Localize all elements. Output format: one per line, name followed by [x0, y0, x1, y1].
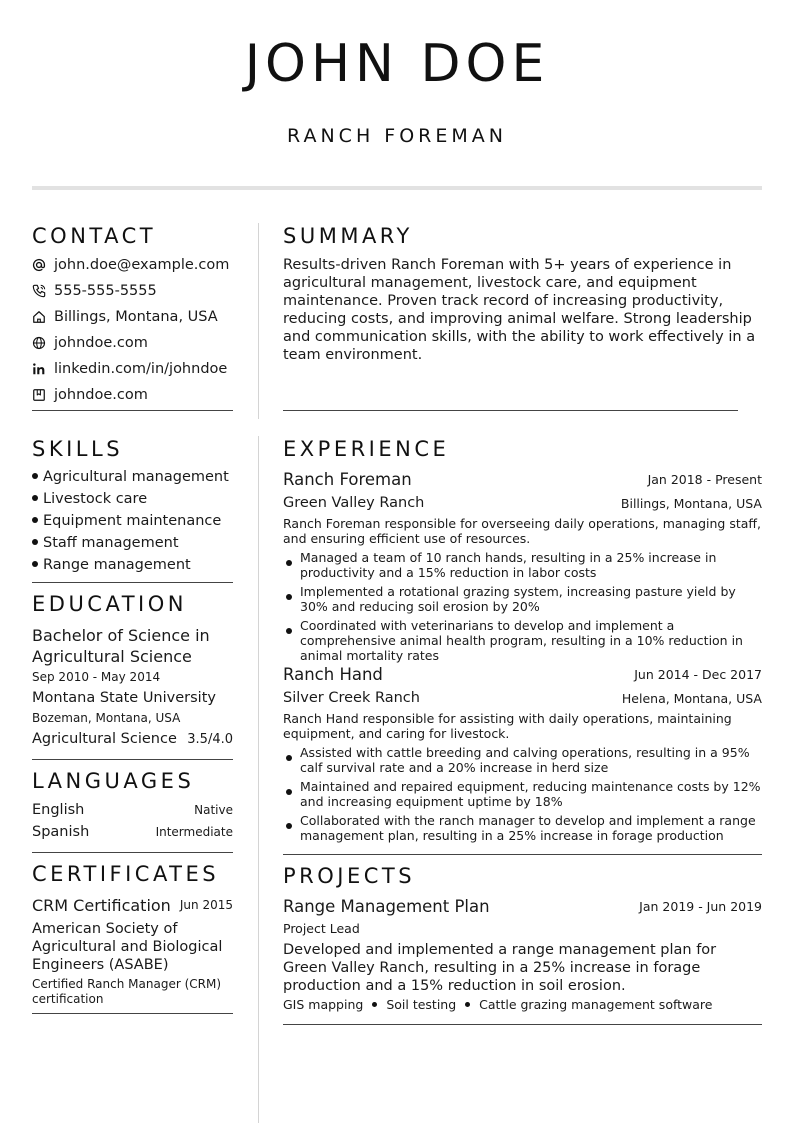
education-gpa: 3.5/4.0	[187, 732, 233, 747]
certificate-name: CRM Certification	[32, 896, 171, 915]
certificates-divider	[32, 1013, 233, 1014]
summary-text: Results-driven Ranch Foreman with 5+ years of experience in agricultural management, livestock care, and equipment maintenance. Proven track record of increasing productivity, reducing costs, and improving animal welfare. Strong leadership and communication skills, with the ability to work effectively in a team environment.	[283, 257, 756, 363]
bullet-icon	[32, 561, 38, 567]
language-name: Spanish	[32, 824, 90, 840]
job-title: Ranch Hand	[283, 665, 383, 684]
language-level: Native	[194, 803, 233, 817]
contact-heading: CONTACT	[32, 224, 157, 248]
language-name: English	[32, 802, 85, 818]
home-icon	[32, 310, 46, 324]
education-heading: EDUCATION	[32, 592, 187, 616]
job-bullet: Managed a team of 10 ranch hands, resulting in a 25% increase in productivity and a 15% reduction in labor costs	[300, 550, 717, 580]
bullet-icon	[286, 560, 292, 566]
bullet-icon	[286, 628, 292, 634]
contact-location-text: Billings, Montana, USA	[54, 309, 218, 325]
bullet-icon	[372, 1002, 377, 1007]
skill-item: Equipment maintenance	[32, 513, 221, 529]
contact-linkedin[interactable]	[32, 359, 227, 379]
certificate-date: Jun 2015	[179, 898, 233, 912]
linkedin-icon	[32, 362, 46, 376]
language-level: Intermediate	[155, 825, 233, 839]
job-description: Ranch Foreman responsible for overseeing daily operations, managing staff, and ensuring efficient use of resources.	[283, 516, 762, 546]
resume-name: JOHN DOE	[244, 34, 550, 94]
project-name: Range Management Plan	[283, 897, 490, 916]
project-tool: Soil testing	[386, 997, 457, 1012]
contact-portfolio[interactable]	[32, 385, 148, 405]
skill-item: Livestock care	[32, 491, 147, 507]
globe-icon	[32, 336, 46, 350]
skills-heading: SKILLS	[32, 437, 124, 461]
experience-heading: EXPERIENCE	[283, 437, 450, 461]
resume-title: RANCH FOREMAN	[287, 125, 507, 147]
bullet-icon	[286, 823, 292, 829]
job-location: Billings, Montana, USA	[620, 496, 762, 511]
bullet-icon	[32, 517, 38, 523]
skill-item: Range management	[32, 557, 191, 573]
job-title: Ranch Foreman	[283, 470, 412, 489]
certificates-heading: CERTIFICATES	[32, 862, 220, 886]
contact-website-text: johndoe.com	[54, 335, 148, 351]
education-dates: Sep 2010 - May 2014	[32, 670, 161, 684]
contact-phone-text: 555-555-5555	[54, 283, 157, 299]
bullet-icon	[465, 1002, 470, 1007]
job-bullet: Maintained and repaired equipment, reducing maintenance costs by 12% and increasing equipment uptime by 18%	[300, 779, 761, 809]
skill-item: Staff management	[32, 535, 179, 551]
contact-phone[interactable]	[32, 281, 157, 301]
job-description: Ranch Hand responsible for assisting with daily operations, maintaining equipment, and caring for livestock.	[283, 711, 732, 741]
project-tools	[283, 997, 713, 1012]
skills-divider	[32, 582, 233, 583]
education-location: Bozeman, Montana, USA	[32, 711, 181, 725]
project-description: Developed and implemented a range management plan for Green Valley Ranch, resulting in a 25% increase in forage production and a 15% reduction in soil erosion.	[283, 942, 717, 994]
education-field: Agricultural Science	[32, 731, 177, 747]
contact-location	[32, 307, 218, 327]
header-divider	[32, 186, 762, 190]
job-bullet: Implemented a rotational grazing system, increasing pasture yield by 30% and reducing soil erosion by 20%	[300, 584, 736, 614]
bullet-icon	[32, 473, 38, 479]
skill-item: Agricultural management	[32, 469, 229, 485]
languages-heading: LANGUAGES	[32, 769, 195, 793]
project-tool: Cattle grazing management software	[479, 997, 713, 1012]
at-icon	[32, 258, 46, 272]
bullet-icon	[286, 755, 292, 761]
job-company: Green Valley Ranch	[283, 495, 425, 511]
summary-divider	[283, 410, 738, 411]
education-degree: Bachelor of Science in Agricultural Science	[32, 626, 210, 666]
job-location: Helena, Montana, USA	[621, 691, 762, 706]
contact-email-text: john.doe@example.com	[54, 257, 230, 273]
certificate-description: Certified Ranch Manager (CRM) certification	[32, 977, 222, 1006]
bullet-icon	[286, 594, 292, 600]
bullet-icon	[286, 789, 292, 795]
bullet-icon	[32, 539, 38, 545]
contact-portfolio-text: johndoe.com	[54, 387, 148, 403]
contact-divider	[32, 410, 233, 411]
languages-divider	[32, 852, 233, 853]
job-company: Silver Creek Ranch	[283, 690, 420, 706]
bullet-icon	[32, 495, 38, 501]
job-bullet: Collaborated with the ranch manager to develop and implement a range management plan, resulting in a 25% increase in forage production	[300, 813, 756, 843]
project-tool: GIS mapping	[283, 997, 364, 1012]
phone-icon	[32, 284, 46, 298]
portfolio-icon	[32, 388, 46, 402]
projects-heading: PROJECTS	[283, 864, 416, 888]
job-bullet: Coordinated with veterinarians to develop and implement a comprehensive animal health program, resulting in a 10% reduction in animal mortality rates	[300, 618, 743, 663]
job-dates: Jun 2014 - Dec 2017	[634, 667, 762, 682]
column-divider-top	[258, 223, 259, 419]
project-role: Project Lead	[283, 921, 360, 936]
summary-heading: SUMMARY	[283, 224, 413, 248]
contact-linkedin-text: linkedin.com/in/johndoe	[54, 361, 228, 377]
certificate-issuer: American Society of Agricultural and Biological Engineers (ASABE)	[32, 921, 223, 973]
project-dates: Jan 2019 - Jun 2019	[639, 899, 762, 914]
education-school: Montana State University	[32, 690, 216, 706]
education-divider	[32, 759, 233, 760]
column-divider-bottom	[258, 436, 259, 1123]
projects-divider	[283, 1024, 762, 1025]
job-bullet: Assisted with cattle breeding and calving operations, resulting in a 95% calf survival rate and a 20% increase in herd size	[300, 745, 750, 775]
contact-website[interactable]	[32, 333, 148, 353]
contact-email[interactable]	[32, 255, 229, 275]
job-dates: Jan 2018 - Present	[647, 472, 762, 487]
experience-divider	[283, 854, 762, 855]
